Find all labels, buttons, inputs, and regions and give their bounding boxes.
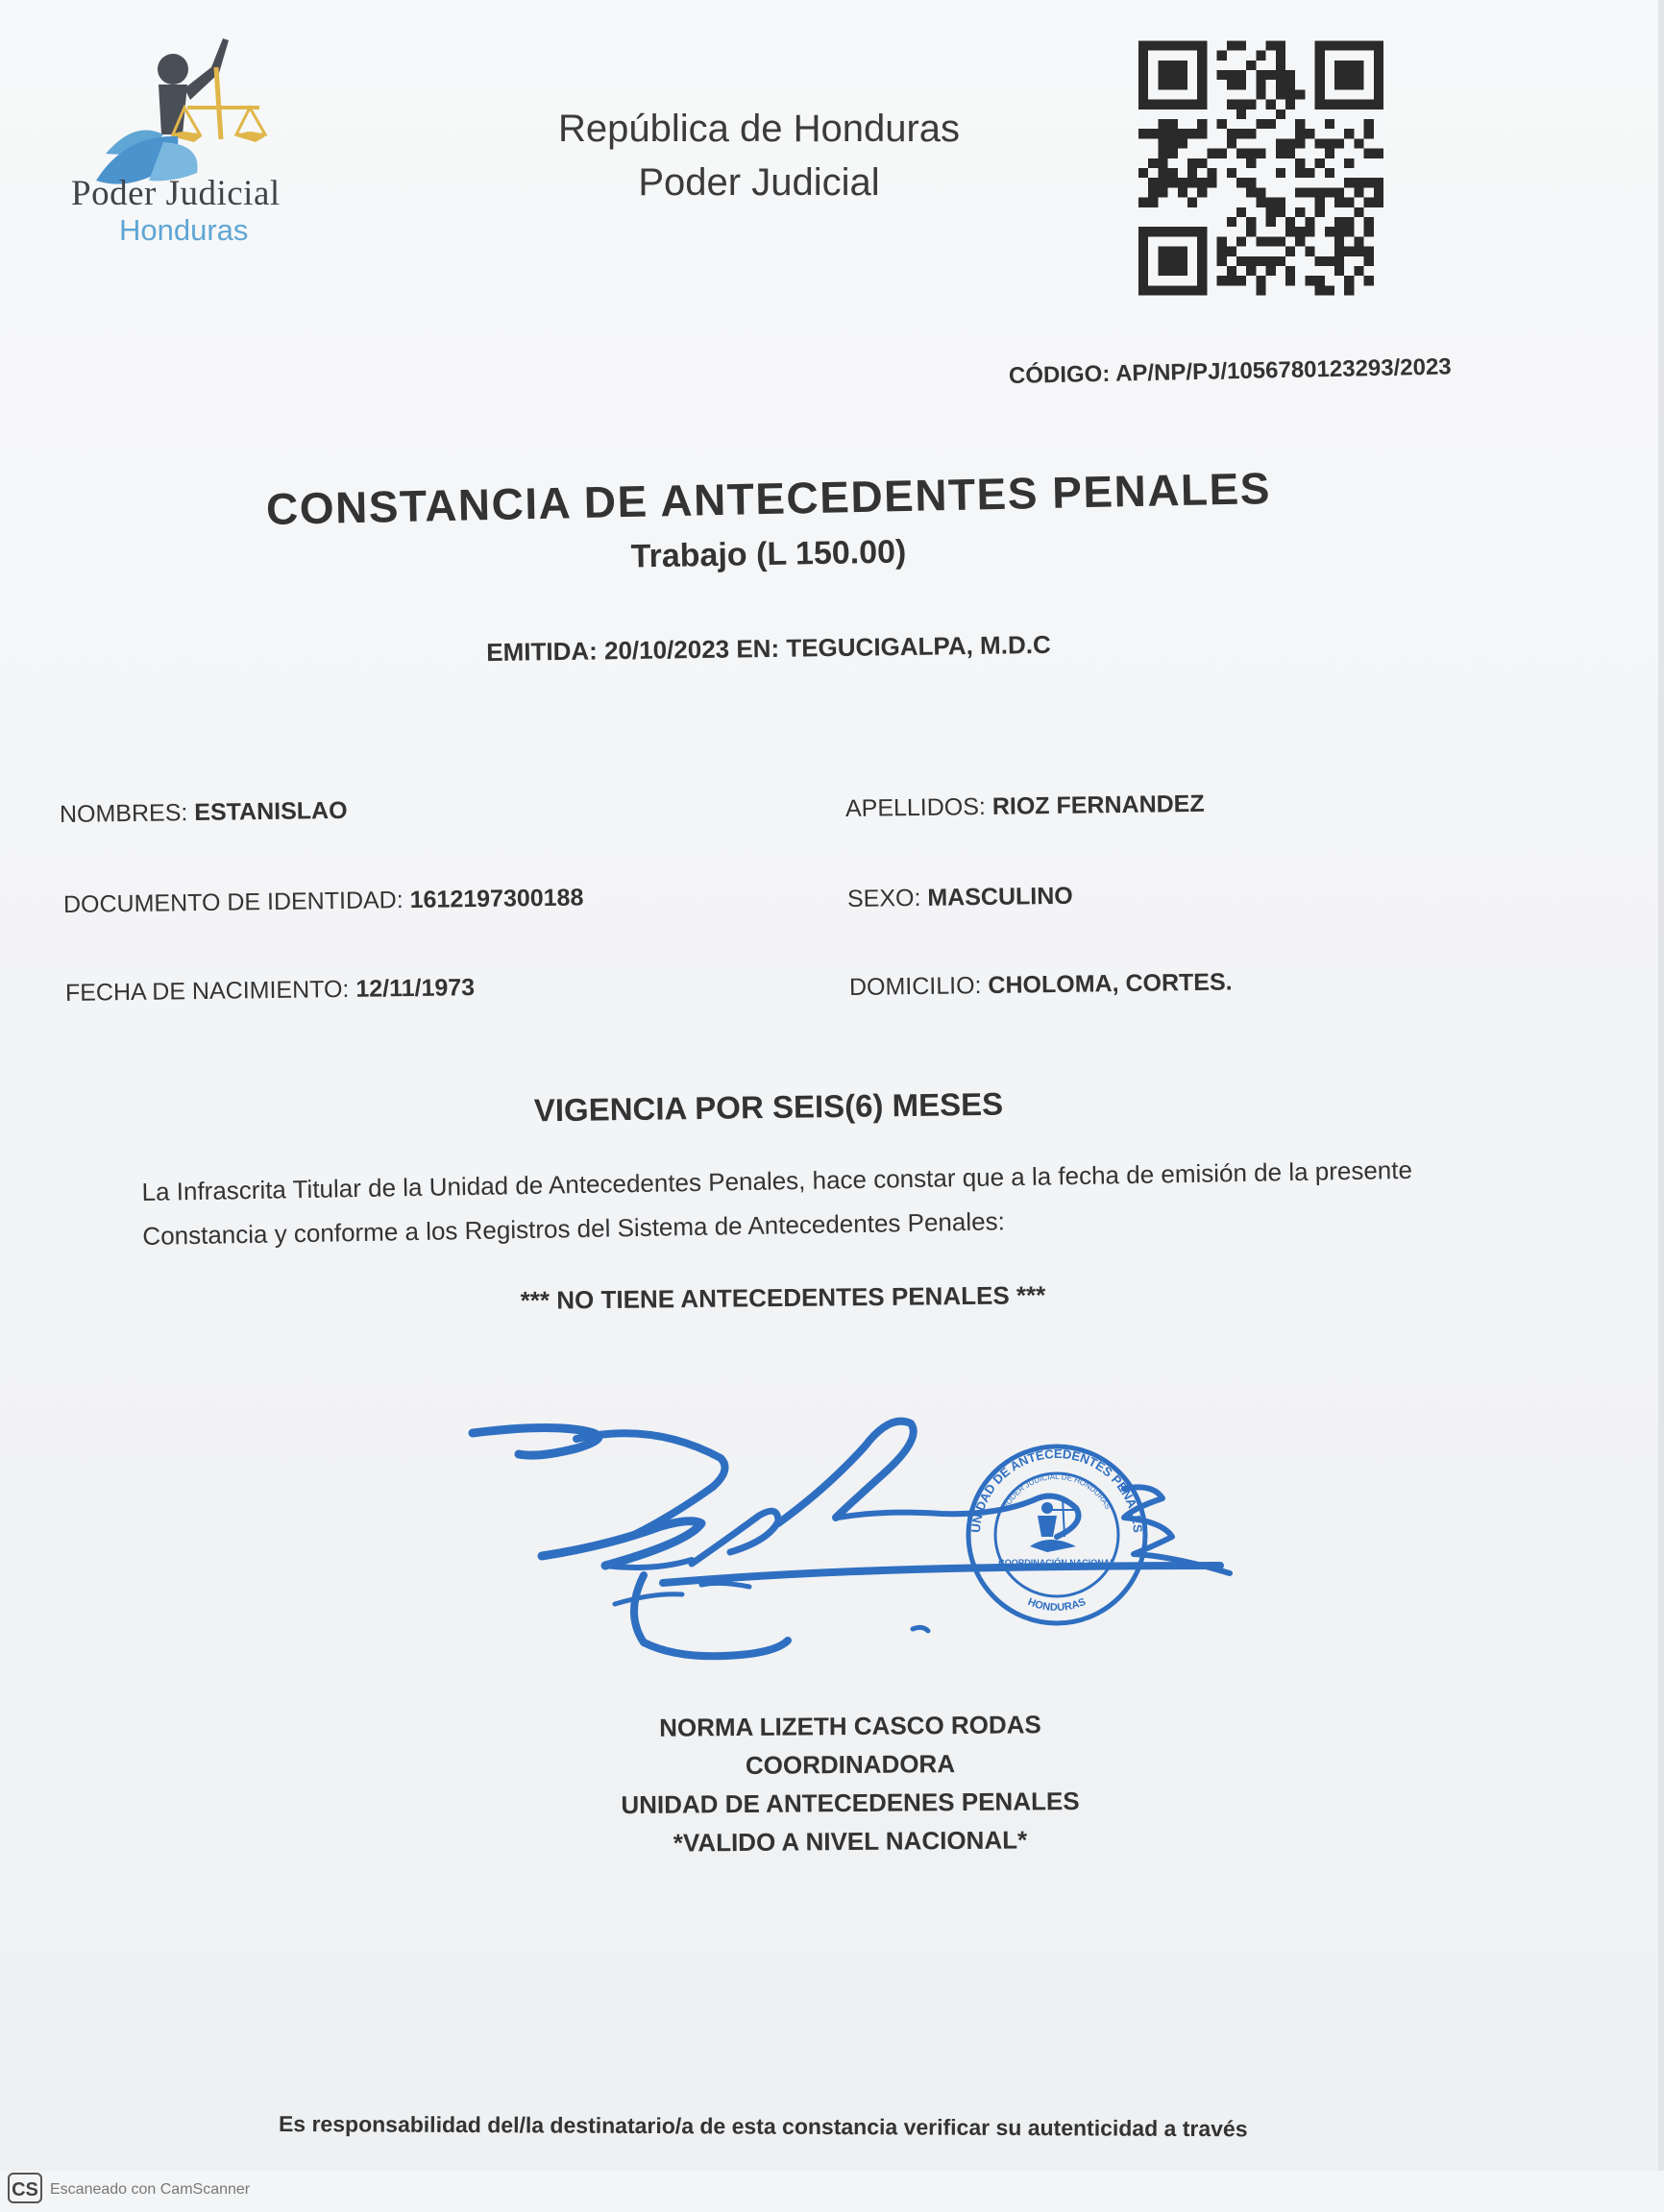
- stamp-text-top: UNIDAD DE ANTECEDENTES PENALES: [967, 1446, 1146, 1534]
- field-nombres: [60, 797, 348, 829]
- field-nacimiento-label: FECHA DE NACIMIENTO:: [64, 975, 350, 1007]
- certification-paragraph: La Infrascrita Titular de la Unidad de Antecedentes Penales, hace constar que a la fecha de emisión de la presente Constancia y conforme a los Registros del Sistema de Antecedentes Penales:: [141, 1155, 1413, 1251]
- logo-text-poder-judicial: Poder Judicial: [71, 174, 281, 213]
- document-code: CÓDIGO: AP/NP/PJ/1056780123293/2023: [1008, 353, 1452, 389]
- stamp-text-bottom: HONDURAS: [1026, 1595, 1088, 1615]
- page-edge: [1658, 0, 1664, 2171]
- svg-text:UNIDAD DE ANTECEDENTES PENALES: [968, 1446, 1145, 1534]
- validity-heading: VIGENCIA POR SEIS(6) MESES: [533, 1085, 1004, 1129]
- document-subtitle: Trabajo (L 150.00): [630, 533, 907, 575]
- camscanner-label: Escaneado con CamScanner: [50, 2181, 251, 2198]
- field-nombres-value: ESTANISLAO: [194, 796, 348, 827]
- signer-name: NORMA LIZETH CASCO RODAS: [659, 1710, 1041, 1742]
- header-title-country: República de Honduras: [557, 108, 961, 150]
- field-documento-label: DOCUMENTO DE IDENTIDAD:: [62, 887, 404, 918]
- field-nacimiento-value: 12/11/1973: [355, 974, 476, 1003]
- field-apellidos-label: APELLIDOS:: [844, 792, 987, 822]
- camscanner-logo-icon: CS: [8, 2173, 42, 2203]
- signer-validity: *VALIDO A NIVEL NACIONAL*: [673, 1825, 1028, 1858]
- stamp-text-center: COORDINACIÓN NACIONAL: [998, 1558, 1115, 1568]
- header-title: [538, 102, 980, 209]
- result-statement: *** NO TIENE ANTECEDENTES PENALES ***: [520, 1280, 1046, 1315]
- field-domicilio: [849, 968, 1233, 1002]
- field-sexo-value: MASCULINO: [927, 882, 1073, 912]
- field-apellidos-value: RIOZ FERNANDEZ: [991, 790, 1205, 820]
- handwritten-signature: [473, 1422, 1230, 1657]
- issue-date: EMITIDA: 20/10/2023 EN: TEGUCIGALPA, M.D.C: [486, 629, 1051, 668]
- field-apellidos: [845, 790, 1205, 823]
- field-nombres-label: NOMBRES:: [59, 799, 188, 828]
- logo-text-honduras: Honduras: [119, 213, 249, 247]
- field-domicilio-label: DOMICILIO:: [848, 972, 982, 1001]
- field-domicilio-value: CHOLOMA, CORTES.: [988, 968, 1233, 999]
- footer-notice: Es responsabilidad del/la destinatario/a de esta constancia verificar su autenticidad a través: [278, 2111, 1248, 2142]
- field-nacimiento: [65, 974, 475, 1008]
- stamp-text-inner: PODER JUDICIAL DE HONDURAS: [1001, 1471, 1113, 1511]
- signer-unit: UNIDAD DE ANTECEDENES PENALES: [621, 1786, 1080, 1820]
- qr-code[interactable]: [1138, 38, 1383, 298]
- signer-role: COORDINADORA: [745, 1749, 956, 1780]
- header-title-institution: Poder Judicial: [638, 161, 880, 204]
- signature-and-stamp: [461, 1402, 1249, 1719]
- document-title: CONSTANCIA DE ANTECEDENTES PENALES: [265, 463, 1272, 534]
- field-documento-value: 1612197300188: [409, 884, 584, 913]
- svg-text:HONDURAS: [1026, 1596, 1088, 1614]
- field-sexo-label: SEXO:: [846, 884, 921, 912]
- justice-figure-icon: [96, 38, 265, 184]
- field-sexo: [847, 883, 1073, 913]
